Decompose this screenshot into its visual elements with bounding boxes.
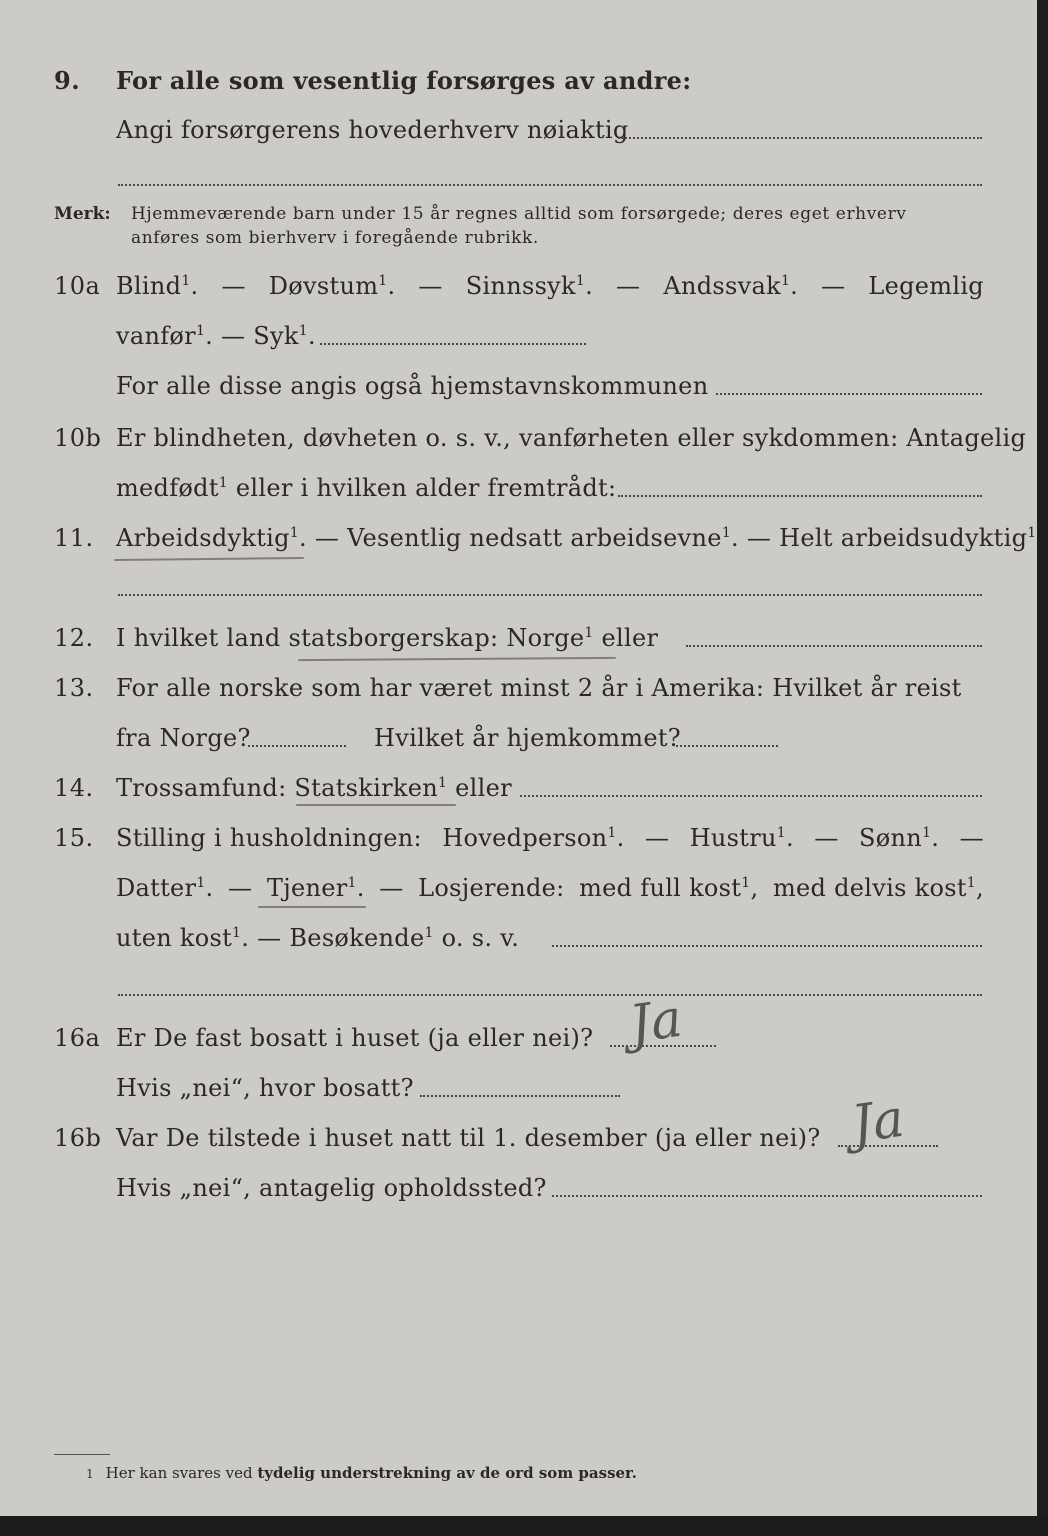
merk-line2: anføres som bierhverv i foregående rubrikk. [131,228,539,248]
q12-answer-field[interactable] [686,645,982,647]
q10b-opt-medfodt[interactable]: medfødt [116,474,219,502]
q15-opt-hustru[interactable]: Hustru [689,824,777,852]
q13-line2a: fra Norge? [116,724,251,752]
q15-answer-field-2[interactable] [118,994,982,996]
q14-opt-statskirken[interactable]: Statskirken [294,774,438,802]
q12-line: I hvilket land statsborgerskap: Norge$^1$ eller [116,624,659,652]
q10a-line2: vanfør$^1$. — Syk$^1$. [116,322,316,350]
q16a-line1: Er De fast bosatt i huset (ja eller nei)? [116,1024,594,1052]
q10a-opt-sinnssyk[interactable]: Sinnssyk [465,272,576,300]
q15-opt-tjener[interactable]: Tjener [266,874,348,902]
q15-opt-delvis-kost[interactable]: med delvis kost [772,874,967,902]
q11-line: Arbeidsdyktig$^1$. — Vesentlig nedsatt arbeidsevne$^1$. — Helt arbeidsudyktig$^1$ [116,524,1037,552]
q13-line1: For alle norske som har været minst 2 år i Amerika: Hvilket år reist [116,674,962,702]
q15-opt-hovedperson[interactable]: Hovedperson [442,824,608,852]
q10b-answer-field[interactable] [618,495,982,497]
q16b-line2: Hvis „nei“, antagelig opholdssted? [116,1174,547,1202]
scan-edge-bottom [0,1516,1048,1536]
q16a-line2: Hvis „nei“, hvor bosatt? [116,1074,414,1102]
q14-number: 14. [54,774,94,802]
q15-line1: Stilling i husholdningen: Hovedperson$^1$. — Hustru$^1$. — Sønn$^1$. — [116,824,984,852]
q16a-address-field[interactable] [420,1095,620,1097]
q15-opt-besokende[interactable]: Besøkende [289,924,425,952]
merk-line1: Hjemmeværende barn under 15 år regnes alltid som forsørgede; deres eget erhverv [131,204,907,224]
q16b-line1: Var De tilstede i huset natt til 1. desember (ja eller nei)? [116,1124,821,1152]
q11-underline-mark [114,557,304,561]
q16a-number: 16a [54,1024,101,1052]
q11-opt-arbeidsdyktig[interactable]: Arbeidsdyktig [116,524,290,552]
q12-number: 12. [54,624,94,652]
q10b-line1: Er blindheten, døvheten o. s. v., vanførheten eller sykdommen: Antagelig [116,424,1027,452]
q10b-number: 10b [54,424,102,452]
q13-line2b: Hvilket år hjemkommet? [374,724,681,752]
q15-opt-uten-kost[interactable]: uten kost [116,924,233,952]
q11-number: 11. [54,524,94,552]
q15-opt-datter[interactable]: Datter [116,874,197,902]
q15-underline-mark [258,906,366,908]
footnote: 1 Her kan svares ved tydelig understrekning av de ord som passer. [86,1464,637,1482]
q14-underline-mark [296,804,456,806]
q15-opt-full-kost[interactable]: med full kost [579,874,742,902]
q10a-opt-andssvak[interactable]: Andssvak [663,272,781,300]
q10b-line2: medfødt$^1$ eller i hvilken alder fremtrådt: [116,474,617,502]
q10a-line3: For alle disse angis også hjemstavnskommunen [116,372,709,400]
q13-number: 13. [54,674,94,702]
q13-year-left-field[interactable] [248,745,346,747]
q13-year-returned-field[interactable] [676,745,778,747]
q14-answer-field[interactable] [520,795,982,797]
q15-line2: Datter$^1$. — Tjener$^1$. — Losjerende: med full kost$^1$, med delvis kost$^1$, [116,874,984,902]
q16b-handwritten-answer: Ja [848,1088,908,1156]
q12-opt-norge[interactable]: Norge [506,624,585,652]
q11-opt-udyktig[interactable]: Helt arbeidsudyktig [779,524,1028,552]
q9-number: 9. [54,66,81,95]
footnote-rule [54,1454,110,1455]
q10a-opt-vanfor[interactable]: vanfør [116,322,196,350]
q10a-opt-syk[interactable]: Syk [253,322,299,350]
q10a-line1: Blind$^1$. — Døvstum$^1$. — Sinnssyk$^1$. — Andssvak$^1$. — Legemlig [116,272,984,300]
q15-line3: uten kost$^1$. — Besøkende$^1$ o. s. v. [116,924,520,952]
q10a-opt-blind[interactable]: Blind [116,272,182,300]
q16b-whereabouts-field[interactable] [552,1195,982,1197]
q16a-handwritten-answer: Ja [626,988,686,1056]
q12-underline-mark [298,657,616,661]
scan-edge-right [1037,0,1048,1536]
q9-line1: For alle som vesentlig forsørges av andre: [116,66,692,95]
merk-label: Merk: [54,204,111,224]
q14-line: Trossamfund: Statskirken$^1$ eller [116,774,512,802]
q9-answer-field[interactable] [618,137,982,139]
q15-answer-field[interactable] [552,945,982,947]
q10a-hjemstavn-field[interactable] [716,393,982,395]
q10a-answer-field[interactable] [320,343,586,345]
q10a-number: 10a [54,272,101,300]
q11-opt-nedsatt[interactable]: Vesentlig nedsatt arbeidsevne [347,524,722,552]
q10a-opt-dovstum[interactable]: Døvstum [268,272,379,300]
q15-opt-sonn[interactable]: Sønn [859,824,923,852]
q9-line2: Angi forsørgerens hovederhverv nøiaktig [116,116,629,144]
q11-answer-field[interactable] [118,594,982,596]
q15-number: 15. [54,824,94,852]
q10a-opt-legemlig[interactable]: Legemlig [868,272,984,300]
q16b-number: 16b [54,1124,102,1152]
q9-answer-field-2[interactable] [118,184,982,186]
